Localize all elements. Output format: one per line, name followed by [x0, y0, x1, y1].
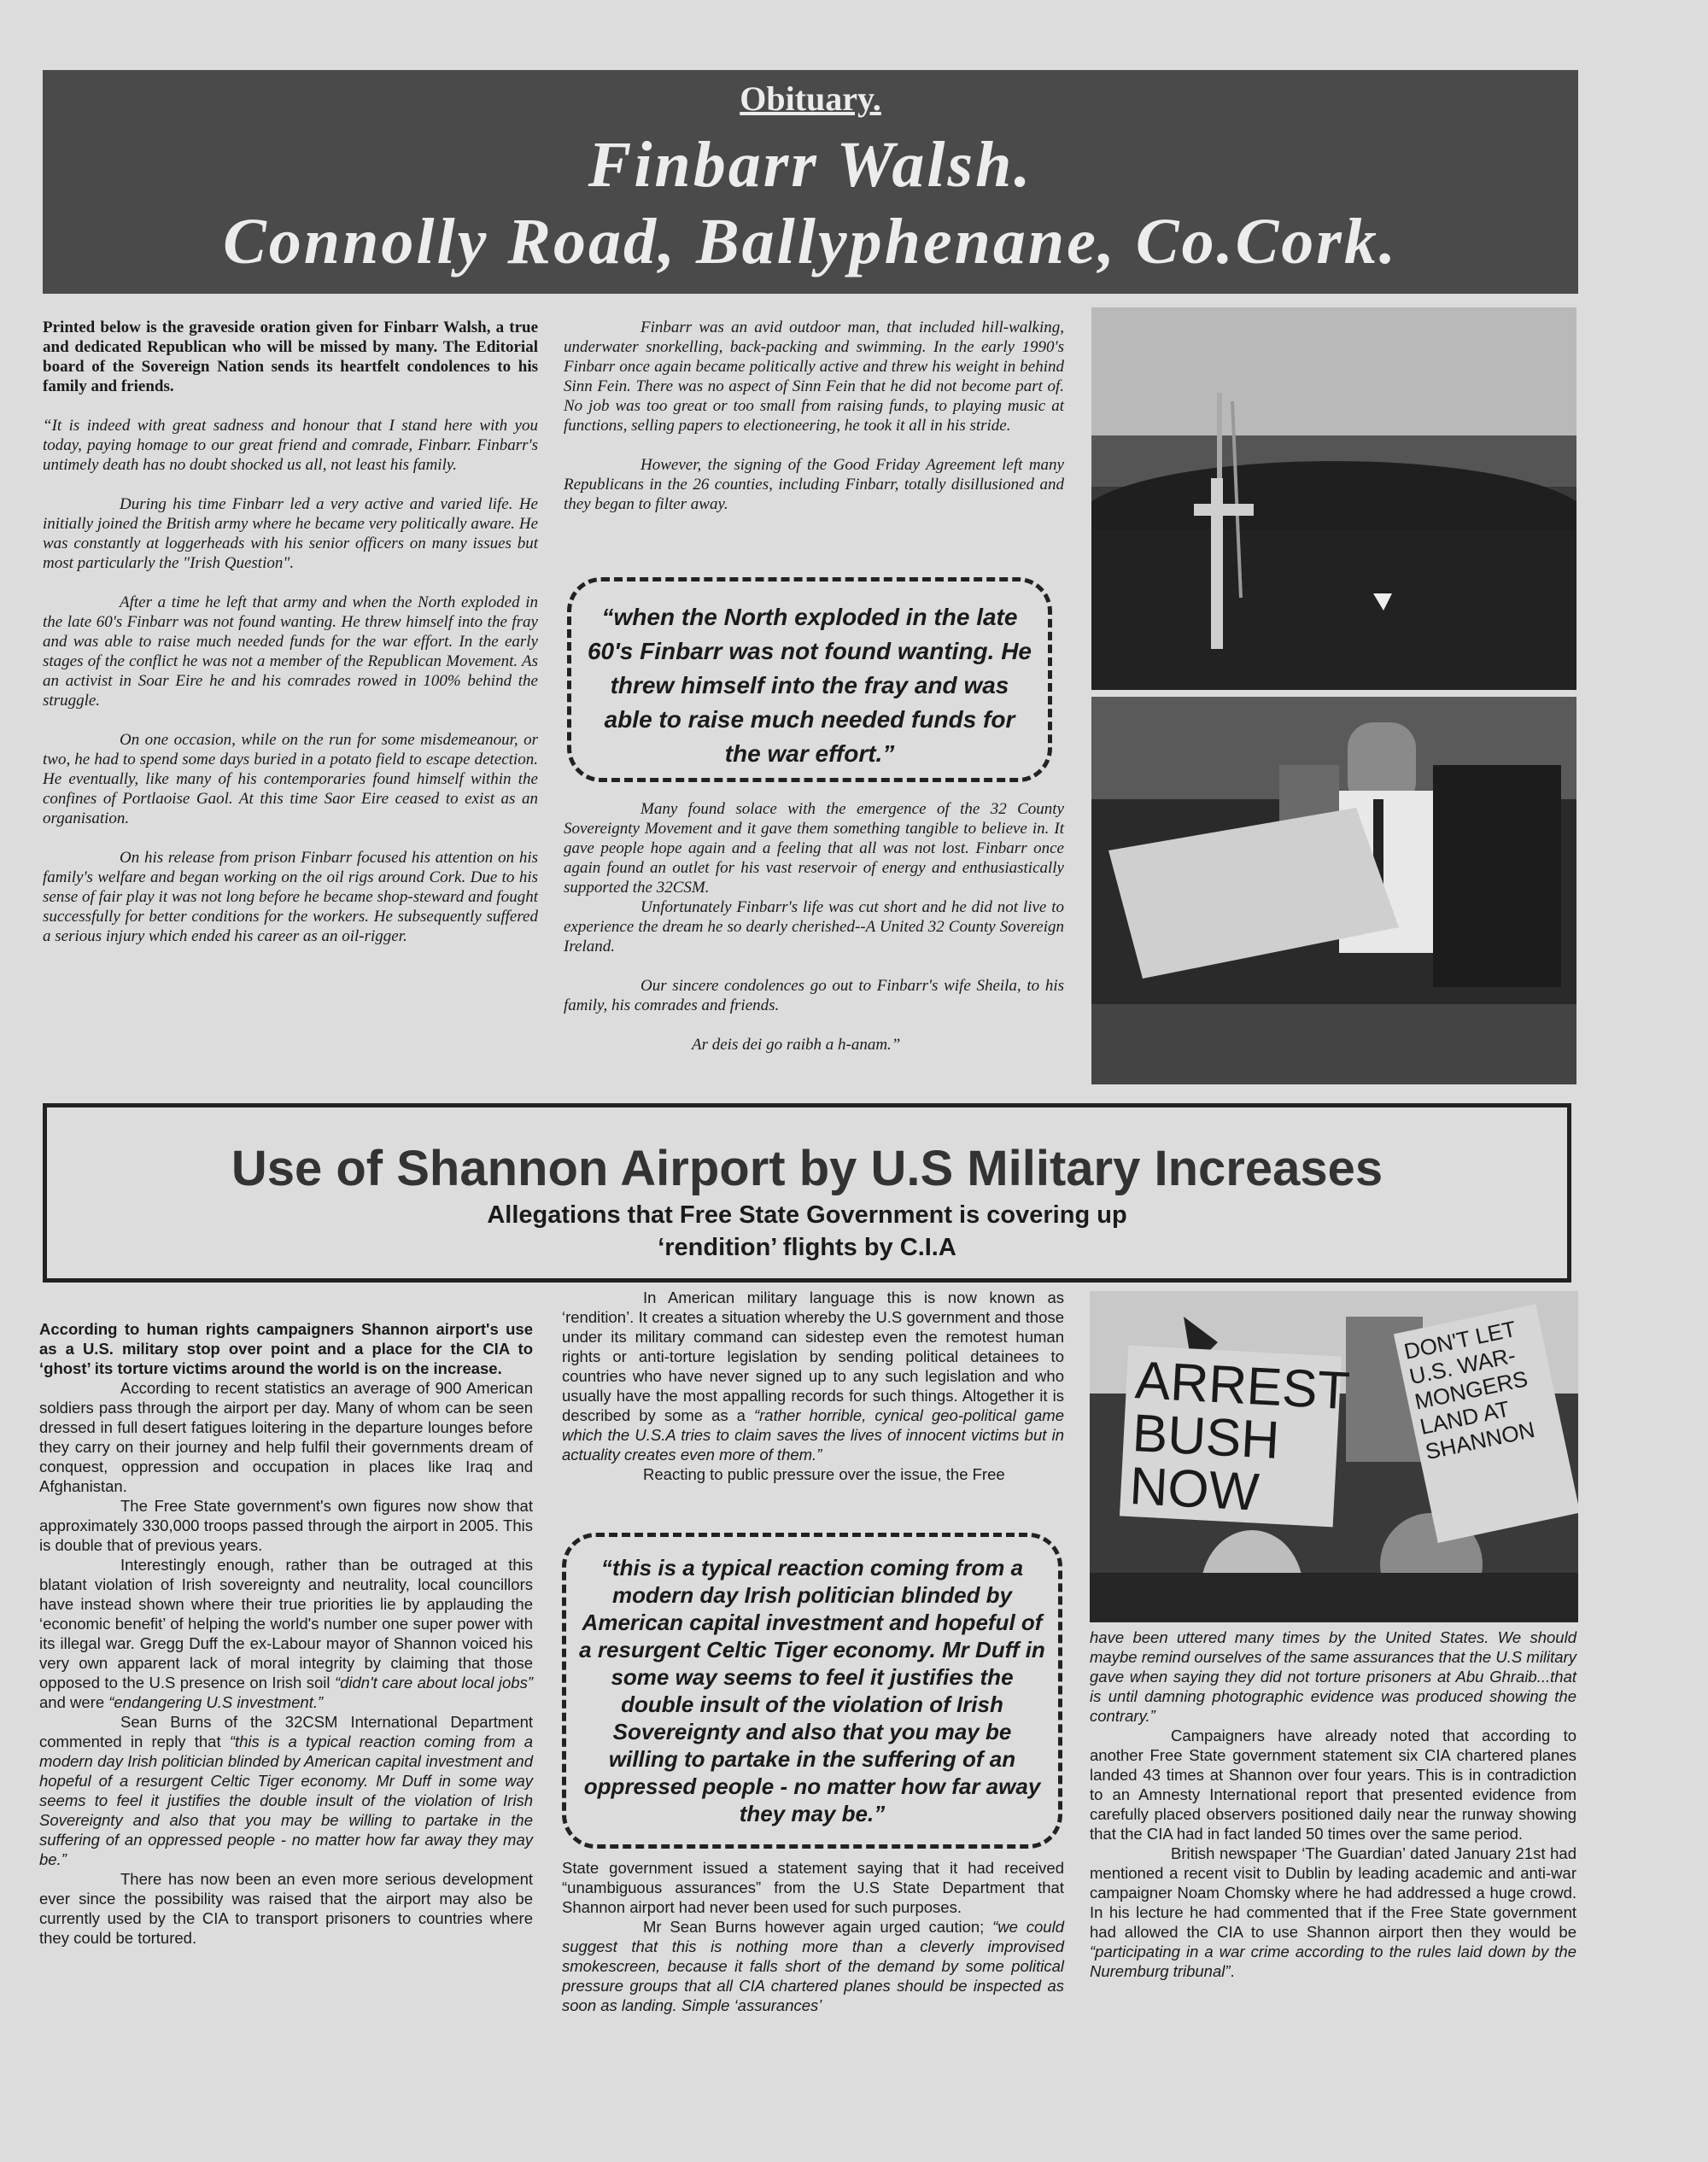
shannon-protest-sign: DON'T LET U.S. WAR-MONGERS LAND AT SHANNON — [1394, 1304, 1578, 1543]
shannon-pullquote: “this is a typical reaction coming from a modern day Irish politician blinded by American capital investment and hopeful of a resurgent Celtic Tiger economy. Mr Duff in some way seems to feel it justifies the double insult of the violation of Irish Sovereignty and also that you may be willing to partake in the suffering of an oppressed people - no matter how far away they may be.” — [562, 1533, 1062, 1849]
shannon-text: Interestingly enough, rather than be outraged at this blatant violation of Irish sovereignty and neutrality, local councillors have instead shown where their true priorities lie by applauding the ‘economic benefit’ of helping the world's number one super power with its illegal war. Gregg Duff the ex-Labour mayor of Shannon voiced his very own apparent lack of moral integrity by claiming that those opposed to the U.S presence on Irish soil — [39, 1556, 533, 1692]
shannon-paragraph: Reacting to public pressure over the issue, the Free — [643, 1465, 1005, 1483]
shannon-text: Sean Burns of the 32CSM International Department commented in reply that — [39, 1713, 533, 1750]
obituary-paragraph: During his time Finbarr led a very active and varied life. He initially joined the British army where he became very politically aware. He was constantly at loggerheads with his senior officers on many issues but most particularly the "Irish Question". — [43, 495, 538, 572]
shannon-quote: “participating in a war crime according to the rules laid down by the Nuremburg tribunal” — [1090, 1943, 1576, 1980]
shannon-paragraph — [562, 1917, 1064, 2015]
obituary-name: Finbarr Walsh. — [588, 129, 1033, 201]
obituary-column-1 — [43, 318, 538, 966]
shannon-lede: According to human rights campaigners Shannon airport's use as a U.S. military stop over point and a place for the CIA to ‘ghost’ its torture victims around the world is on the increase. — [39, 1320, 533, 1377]
obituary-column-2 — [564, 318, 1064, 534]
shannon-quote: “we could suggest that this is nothing more than a cleverly improvised smokescreen, because it falls short of the demand by some political pressure groups that all CIA chartered planes should be inspected as soon as landing. Simple ‘assurances’ — [562, 1918, 1064, 2014]
flag-folding-photo — [1091, 697, 1576, 1084]
shannon-column-2-lower — [562, 1858, 1064, 2015]
shannon-paragraph — [39, 1555, 533, 1712]
shannon-paragraph: There has now been an even more serious development ever since the possibility was raised that the airport may also be currently used by the CIA to transport prisoners to countries where they could be tortured. — [39, 1870, 533, 1947]
shannon-column-2 — [562, 1288, 1064, 1484]
shannon-quote: “rather horrible, cynical geo-political game which the U.S.A tries to claim saves the lives of innocent victims but in actuality creates even more of them.” — [562, 1406, 1064, 1464]
shannon-quote: “didn't care about local jobs” — [334, 1674, 533, 1692]
shannon-headline-box — [43, 1103, 1571, 1283]
shannon-paragraph — [562, 1288, 1064, 1464]
shannon-quote: “this is a typical reaction coming from a modern day Irish politician blinded by American capital investment and hopeful of a resurgent Celtic Tiger economy. Mr Duff in some way seems to feel it justifies the double insult of the violation of Irish Sovereignty and also that you may be willing to partake in the suffering of an oppressed people - no matter how far away they may be.” — [39, 1733, 533, 1868]
shannon-text: British newspaper ‘The Guardian’ dated January 21st had mentioned a recent visit to Dublin by leading academic and anti-war campaigner Noam Chomsky where he had addressed a huge crowd. In his lecture he had commented that if the Free State government had allowed the CIA to use Shannon airport then they would be — [1090, 1844, 1576, 1941]
obituary-paragraph: Many found solace with the emergence of the 32 County Sovereignty Movement and it gave them something tangible to believe in. It gave people hope again and a feeling that all was not lost. Finbarr once again found an outlet for his vast reservoir of energy and enthusiastically supported the 32CSM. — [564, 800, 1064, 897]
shannon-column-3 — [1090, 1627, 1576, 1981]
obituary-paragraph: Finbarr was an avid outdoor man, that included hill-walking, underwater snorkelling, back-packing and swimming. In the early 1990's Finbarr once again became politically active and threw his weight in behind Sinn Fein. There was no aspect of Sinn Fein that he did not become part of. No job was too great or too small from raising funds, to playing music at functions, selling papers to electioneering, he took it all in his stride. — [564, 318, 1064, 435]
obituary-column-2-lower — [564, 799, 1064, 1074]
shannon-paragraph: Campaigners have already noted that according to another Free State government statement six CIA chartered planes landed 43 times at Shannon over four years. This is in contradiction to an Amnesty International report that presented evidence from carefully placed observers positioned daily near the runway showing that the CIA had in fact landed 50 times over the same period. — [1090, 1727, 1576, 1843]
graveside-crowd-photo — [1091, 307, 1576, 690]
shannon-text: . — [1230, 1962, 1235, 1980]
shannon-quote: have been uttered many times by the United States. We should maybe remind ourselves of the same assurances that the U.S military gave when saying they did not torture prisoners at Abu Ghraib...that is until damning photographic evidence was produced showing the contrary.” — [1090, 1628, 1576, 1725]
obituary-paragraph: Unfortunately Finbarr's life was cut short and he did not live to experience the dream he so dearly cherished--A United 32 County Sovereign Ireland. — [564, 898, 1064, 955]
obituary-paragraph: On his release from prison Finbarr focused his attention on his family's welfare and began working on the oil rigs around Cork. Due to his sense of fair play it was not long before he became shop-steward and fought successfully for better conditions for the workers. He subsequently suffered a serious injury which ended his career as an oil-rigger. — [43, 849, 538, 945]
shannon-column-1 — [39, 1319, 533, 1948]
obituary-banner — [43, 70, 1578, 294]
arrest-bush-sign: ARREST BUSH NOW — [1120, 1346, 1342, 1528]
shannon-quote: “endangering U.S investment.” — [108, 1693, 324, 1711]
protest-photo — [1090, 1291, 1578, 1622]
shannon-paragraph: The Free State government's own figures now show that approximately 330,000 troops passed through the airport in 2005. This is double that of previous years. — [39, 1497, 533, 1554]
shannon-text: In American military language this is now known as ‘rendition’. It creates a situation whereby the U.S government and those under its military command can sidestep even the remotest human rights or anti-torture legislation by sending political detainees to countries who have never signed up to any such legislation and who usually have the most appalling records for such things. Altogether it is described by some as a — [562, 1288, 1064, 1424]
shannon-paragraph — [1090, 1627, 1576, 1726]
shannon-paragraph — [1090, 1844, 1576, 1981]
shannon-paragraph — [39, 1712, 533, 1869]
obituary-intro: Printed below is the graveside oration given for Finbarr Walsh, a true and dedicated Republican who will be missed by many. The Editorial board of the Sovereign Nation sends its heartfelt condolences to his family and friends. — [43, 318, 538, 395]
shannon-paragraph: According to recent statistics an average of 900 American soldiers pass through the airport per day. Many of whom can be seen dressed in full desert fatigues loitering in the departure lounges before they carry on their journey and help fulfil their governments dream of conquest, oppression and occupation in places like Iraq and Afghanistan. — [39, 1379, 533, 1495]
shannon-text: Mr Sean Burns however again urged caution; — [643, 1918, 993, 1936]
obituary-label: Obituary. — [740, 79, 881, 118]
shannon-headline: Use of Shannon Airport by U.S Military Increases — [231, 1141, 1383, 1196]
obituary-paragraph: Our sincere condolences go out to Finbarr's wife Sheila, to his family, his comrades and friends. — [564, 977, 1064, 1014]
obituary-paragraph: “It is indeed with great sadness and honour that I stand here with you today, paying homage to our great friend and comrade, Finbarr. Finbarr's untimely death has no doubt shocked us all, not least his family. — [43, 417, 538, 474]
obituary-paragraph: After a time he left that army and when the North exploded in the late 60's Finbarr was not found wanting. He threw himself into the fray and was able to raise much needed funds for the war effort. In the early stages of the conflict he was not a member of the Republican Movement. As an activist in Soar Eire he and his comrades rowed in 100% behind the struggle. — [43, 593, 538, 710]
obituary-address: Connolly Road, Ballyphenane, Co.Cork. — [223, 206, 1398, 278]
obituary-paragraph: On one occasion, while on the run for some misdemeanour, or two, he had to spend some days buried in a potato field to escape detection. He eventually, like many of his contemporaries found himself within the confines of Portlaoise Gaol. At this time Saor Eire ceased to exist as an organisation. — [43, 731, 538, 827]
shannon-paragraph: State government issued a statement saying that it had received “unambiguous assurances” from the U.S State Department that Shannon airport had never been used for such purposes. — [562, 1859, 1064, 1916]
shannon-subheadline-line-2: ‘rendition’ flights by C.I.A — [658, 1234, 956, 1261]
obituary-closing: Ar deis dei go raibh a h-anam.” — [692, 1036, 901, 1054]
obituary-paragraph: However, the signing of the Good Friday Agreement left many Republicans in the 26 counties, including Finbarr, totally disillusioned and they began to filter away. — [564, 456, 1064, 513]
shannon-subheadline-line-1: Allegations that Free State Government is covering up — [487, 1201, 1127, 1229]
shannon-text: and were — [39, 1693, 109, 1711]
obituary-pullquote: “when the North exploded in the late 60's Finbarr was not found wanting. He threw himself into the fray and was able to raise much needed funds for the war effort.” — [567, 577, 1052, 782]
